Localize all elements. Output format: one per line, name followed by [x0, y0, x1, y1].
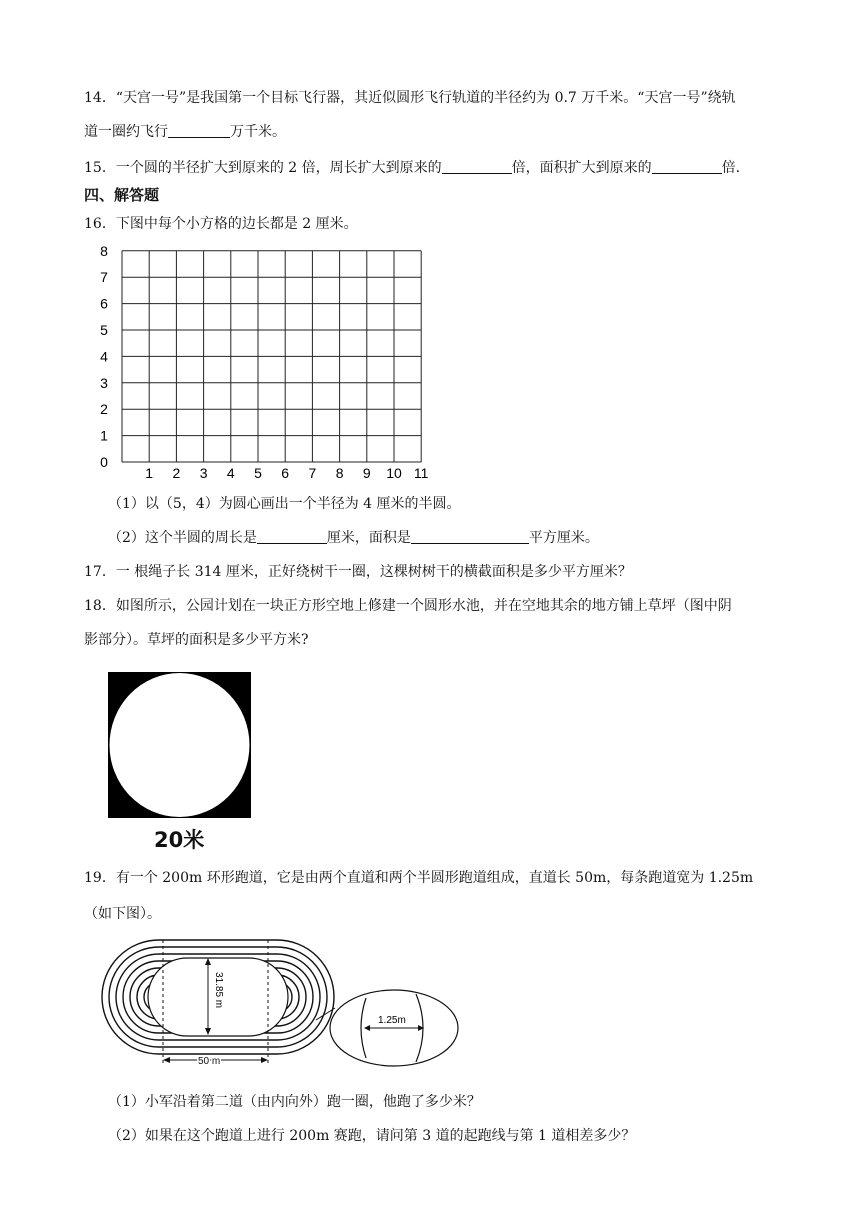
q18-square-circle-figure: [108, 672, 252, 820]
grid-y-label: 3: [100, 374, 108, 391]
q14-line1: 14．“天宫一号”是我国第一个目标飞行器，其近似圆形飞行轨道的半径约为 0.7 万千米。“天宫一号”绕轨: [84, 90, 736, 106]
grid-y-labels: [100, 243, 108, 470]
q16-sub2-a: （2）这个半圆的周长是: [108, 530, 257, 546]
q18-line2: 影部分）。草坪的面积是多少平方米?: [84, 632, 309, 648]
grid-x-label: 8: [335, 465, 344, 481]
q15-text-c: 倍.: [721, 160, 741, 176]
q15-blank-area[interactable]: [652, 159, 722, 174]
q14-text-a: 道一圈约飞行: [84, 124, 168, 140]
grid-x-labels: [145, 465, 428, 481]
length-label: 50 m: [198, 1056, 221, 1067]
lane-label: 1.25m: [378, 1015, 406, 1026]
q15-text-b: 倍，面积扩大到原来的: [511, 160, 652, 176]
grid-y-label: 8: [100, 242, 108, 259]
grid-y-label: 5: [100, 322, 108, 338]
q16-sub2-b: 厘米，面积是: [326, 530, 411, 546]
grid-x-label: 9: [362, 465, 371, 481]
q15-text-a: 15．一个圆的半径扩大到原来的 2 倍，周长扩大到原来的: [84, 160, 442, 176]
q16-blank-area[interactable]: [411, 529, 529, 544]
q14-answer-blank[interactable]: [168, 123, 230, 138]
q16-blank-perimeter[interactable]: [257, 529, 327, 544]
q16-sub1: （1）以（5，4）为圆心画出一个半径为 4 厘米的半圆。: [108, 496, 461, 512]
q19-track-figure: [98, 936, 464, 1068]
grid-y-label: 4: [100, 348, 108, 365]
grid-y-label: 7: [100, 269, 108, 286]
grid-x-label: 5: [254, 465, 262, 481]
grid-y-label: 0: [100, 454, 108, 470]
grid-x-label: 1: [145, 465, 154, 481]
q16-sub2: [108, 528, 599, 548]
q17-text: 17．一 根绳子长 314 厘米，正好绕树干一圈，这棵树树干的横截面积是多少平方厘米？: [84, 564, 632, 580]
q15-blank-perimeter[interactable]: [442, 159, 512, 174]
width-label: 31.85 m: [213, 972, 224, 1009]
q19-sub2: （2）如果在这个跑道上进行 200m 赛跑，请问第 3 道的起跑线与第 1 道相差多少？: [108, 1128, 636, 1144]
q15-line: [84, 158, 740, 178]
q18-figure-label: 20米: [154, 828, 205, 852]
q16-intro: 16．下图中每个小方格的边长都是 2 厘米。: [84, 216, 358, 232]
q14-text-b: 万千米。: [230, 124, 286, 140]
section-heading: 四、解答题: [84, 186, 160, 204]
q14-line2: [84, 122, 286, 142]
grid-x-label: 3: [199, 465, 208, 481]
grid-x-label: 4: [226, 465, 235, 481]
grid-y-label: 1: [100, 427, 108, 444]
grid-x-label: 7: [308, 465, 317, 481]
grid-y-label: 2: [100, 401, 108, 418]
q19-sub1: （1）小军沿着第二道（由内向外）跑一圈，他跑了多少米？: [108, 1094, 481, 1110]
grid-x-label: 11: [413, 465, 429, 481]
grid-y-label: 6: [100, 295, 108, 312]
q19-line1: 19．有一个 200m 环形跑道，它是由两个直道和两个半圆形跑道组成，直道长 50m，每条跑道宽为 1.25m: [84, 870, 754, 886]
q18-line1: 18．如图所示，公园计划在一块正方形空地上修建一个圆形水池，并在空地其余的地方铺上草坪（图中阴: [84, 598, 732, 614]
grid-lines: [122, 251, 421, 462]
q16-sub2-c: 平方厘米。: [528, 530, 599, 546]
grid-x-label: 6: [281, 465, 290, 481]
q19-line2: （如下图）。: [84, 906, 161, 922]
pond-circle: [110, 673, 250, 817]
grid-x-label: 2: [172, 465, 181, 481]
grid-x-label: 10: [386, 465, 402, 481]
q16-grid-figure: [96, 242, 442, 482]
